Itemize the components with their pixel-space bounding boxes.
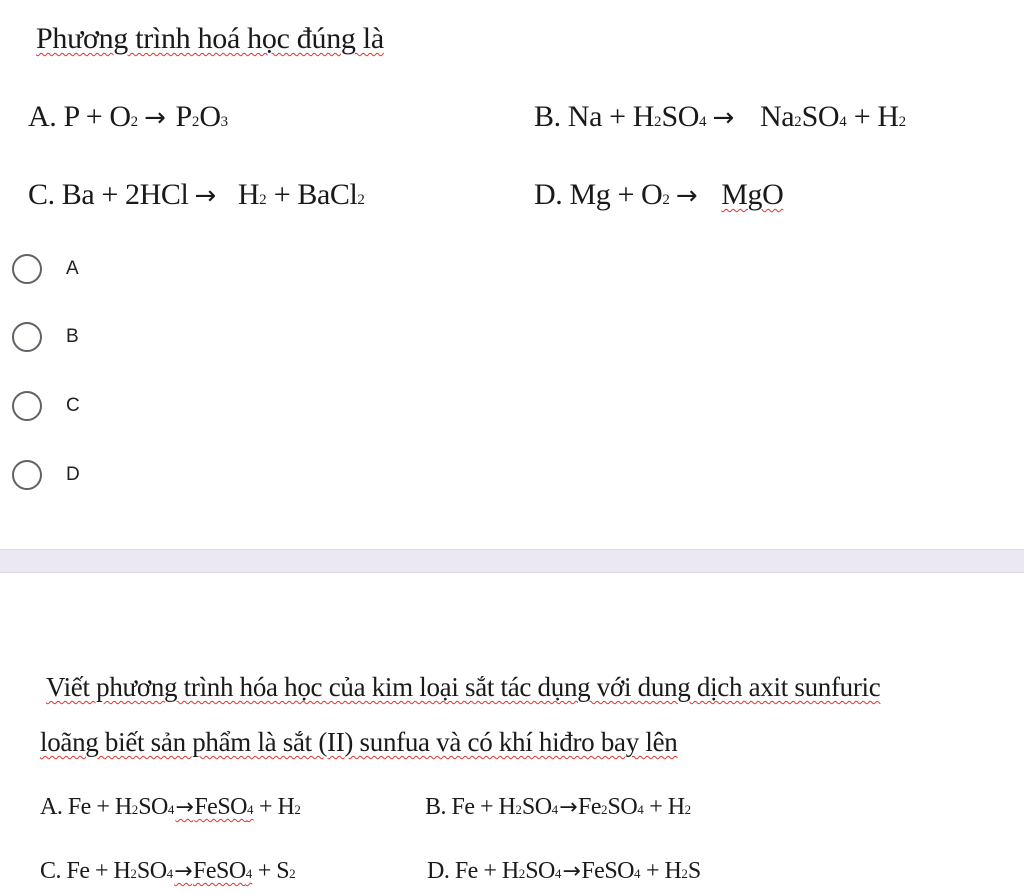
q2-eq-b-product: Fe [578,794,601,820]
q2-eq-a-product: + H [253,794,295,820]
equation-option-d: D. Mg + O 2 → MgO [534,178,784,211]
question-2-text: Viết phương trình hóa học của kim loại sắt tác dụng với dung dịch axit sunfuric [46,672,881,702]
q2-eq-c-product: FeSO [193,858,246,884]
q2-eq-a-product: FeSO [194,794,248,820]
reaction-arrow-icon: → [144,103,166,133]
q2-eq-d-product: S [687,858,701,884]
q2-eq-a-reactants: SO [138,794,168,820]
radio-label: D [66,464,80,485]
q2-eq-b-reactants: SO [521,794,552,820]
radio-label: A [66,258,79,279]
q2-eq-d-reactants: SO [525,858,555,884]
q2-equation-option-b: B. Fe + H 2 SO 4 → Fe 2 SO 4 + H 2 [425,794,692,820]
reaction-arrow-icon: → [562,859,581,884]
q2-eq-d-product: FeSO [581,858,635,884]
reaction-arrow-icon: → [675,181,698,211]
q2-eq-d-product: + H [640,858,682,884]
eq-a-product: P [175,100,192,133]
radio-option-d[interactable] [12,460,80,490]
radio-option-a[interactable] [12,254,79,284]
eq-c-reactants: C. Ba + 2HCl [28,178,189,211]
reaction-arrow-icon: → [174,859,192,884]
q2-eq-c-reactants: SO [136,858,167,884]
question-2-text-line-1 [46,672,880,703]
reaction-arrow-icon: → [175,795,194,820]
radio-option-c[interactable] [12,391,80,421]
q2-equation-option-d: D. Fe + H 2 SO 4 → FeSO 4 + H 2 S [427,858,701,884]
radio-label: B [66,326,79,347]
q2-eq-a-reactants: A. Fe + H [40,794,132,820]
eq-a-product: O [199,100,221,133]
radio-option-b[interactable] [12,322,79,352]
question-1-title [36,22,384,56]
equation-option-a: A. P + O 2 → P 2 O 3 [28,100,229,133]
eq-c-product: H [237,178,260,211]
question-2-text: loãng biết sản phẩm là sắt (II) sunfua và có khí hiđro bay lên [40,727,678,757]
q2-eq-c-underlined: → FeSO 4 [174,858,253,884]
reaction-arrow-icon: → [559,795,577,820]
equation-option-c: C. Ba + 2HCl → H 2 + BaCl 2 [28,178,365,211]
radio-circle-icon[interactable] [12,254,42,284]
radio-circle-icon[interactable] [12,322,42,352]
eq-b-product: + H [846,100,899,133]
eq-b-reactants: SO [661,100,700,133]
eq-b-product: SO [801,100,840,133]
reaction-arrow-icon: → [712,103,734,133]
q2-eq-c-product: + S [252,858,290,884]
equation-option-b: B. Na + H 2 SO 4 → Na 2 SO 4 + H 2 [534,100,907,133]
eq-d-reactants: D. Mg + O [534,178,663,211]
q2-eq-b-product: + H [643,794,685,820]
q2-equation-option-a: A. Fe + H 2 SO 4 → FeSO 4 + H 2 [40,794,301,820]
reaction-arrow-icon: → [194,181,216,211]
q2-eq-b-reactants: B. Fe + H [425,794,516,820]
eq-b-product: Na [759,100,795,133]
section-divider [0,549,1024,573]
eq-c-product: + BaCl [266,178,358,211]
question-2-text-line-2 [40,727,677,758]
q2-eq-a-underlined: → FeSO 4 [175,794,254,820]
radio-circle-icon[interactable] [12,460,42,490]
q2-eq-c-reactants: C. Fe + H [40,858,131,884]
q2-eq-b-product: SO [607,794,638,820]
radio-circle-icon[interactable] [12,391,42,421]
eq-d-product: MgO [721,178,784,211]
q2-eq-d-reactants: D. Fe + H [427,858,519,884]
q2-equation-option-c: C. Fe + H 2 SO 4 → FeSO 4 + S 2 [40,858,296,884]
question-1-title-text: Phương trình hoá học đúng là [36,22,384,55]
radio-label: C [66,395,80,416]
eq-b-reactants: B. Na + H [534,100,654,133]
eq-a-reactants: A. P + O [28,100,131,133]
